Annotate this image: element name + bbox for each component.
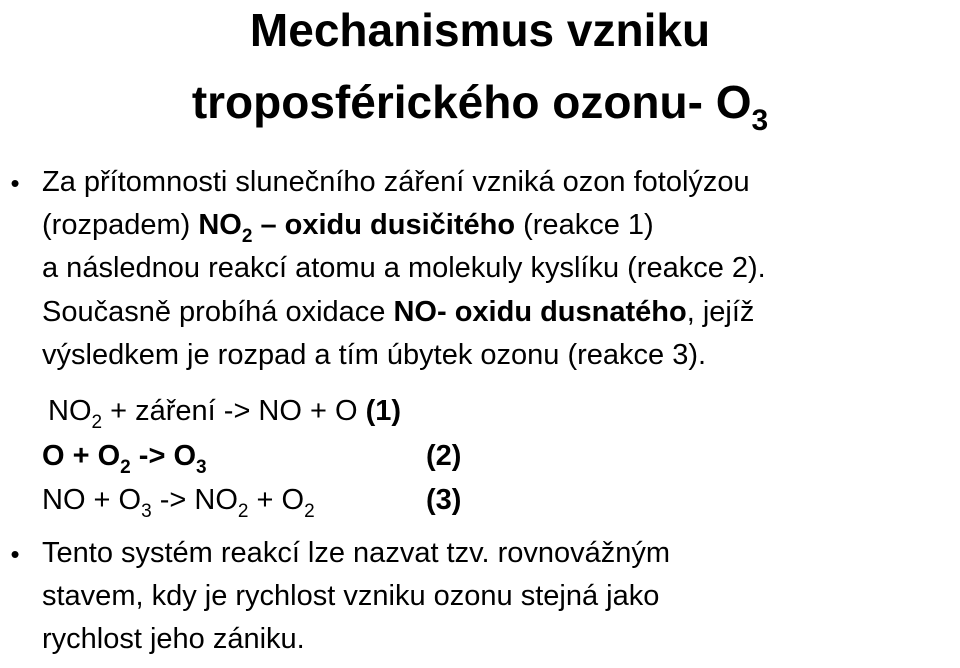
reaction-2 <box>42 440 207 478</box>
subscript: 2 <box>237 501 249 522</box>
text: O + O <box>42 440 121 472</box>
bullet-dot-2: • <box>10 539 20 569</box>
bullet1-line1 <box>42 166 750 199</box>
text: -> O <box>130 440 197 472</box>
bullet1-line4 <box>42 296 754 329</box>
reaction-2-number: (2) <box>426 440 462 472</box>
text: NO <box>198 209 242 241</box>
subscript: 3 <box>196 457 207 478</box>
subscript: 3 <box>141 501 152 522</box>
text: výsledkem je rozpad a tím úbytek ozonu (reakce 3). <box>42 339 707 371</box>
reaction-1 <box>48 395 402 433</box>
bullet1-line2 <box>42 209 654 247</box>
text: – oxidu dusičitého <box>252 209 516 241</box>
text: + záření -> NO + O <box>102 395 366 427</box>
text: Za přítomnosti slunečního záření vzniká ozon fotolýzou <box>42 166 750 198</box>
text: a následnou reakcí atomu a molekuly kyslíku (reakce 2). <box>42 252 766 284</box>
text: stavem, kdy je rychlost vzniku ozonu stejná jako <box>42 580 660 612</box>
text: Tento systém reakcí lze nazvat tzv. rovnovážným <box>42 537 671 569</box>
title-text-2: troposférického ozonu- O <box>191 76 752 128</box>
text: -> NO <box>151 484 238 516</box>
subscript: 2 <box>91 412 103 433</box>
no-bold: NO- oxidu dusnatého <box>393 296 687 328</box>
title-text-1: Mechanismus vzniku <box>249 4 711 56</box>
bullet2-line3 <box>42 623 305 656</box>
text: Současně probíhá oxidace <box>42 296 394 328</box>
slide-title-line1 <box>0 0 960 60</box>
bullet2-line1 <box>42 537 670 570</box>
text: , jejíž <box>686 296 755 328</box>
bullet-dot-1: • <box>10 168 20 198</box>
bullet2-line2 <box>42 580 659 613</box>
text: rychlost jeho zániku. <box>42 623 305 655</box>
reaction-3 <box>42 484 315 522</box>
title-subscript: 3 <box>751 104 769 137</box>
text: + O <box>248 484 305 516</box>
bullet1-line5 <box>42 339 706 372</box>
reaction-number: (1) <box>365 395 402 427</box>
text: (rozpadem) <box>42 209 199 241</box>
subscript: 2 <box>304 501 315 522</box>
text: NO + O <box>42 484 142 516</box>
reaction-3-number: (3) <box>426 484 462 516</box>
subscript: 2 <box>241 226 253 247</box>
subscript: 2 <box>120 457 131 478</box>
slide-title-line2 <box>0 72 960 139</box>
text: NO <box>48 395 92 427</box>
no2-bold <box>198 209 516 247</box>
text: (reakce 1) <box>515 209 654 241</box>
bullet1-line3 <box>42 252 766 285</box>
